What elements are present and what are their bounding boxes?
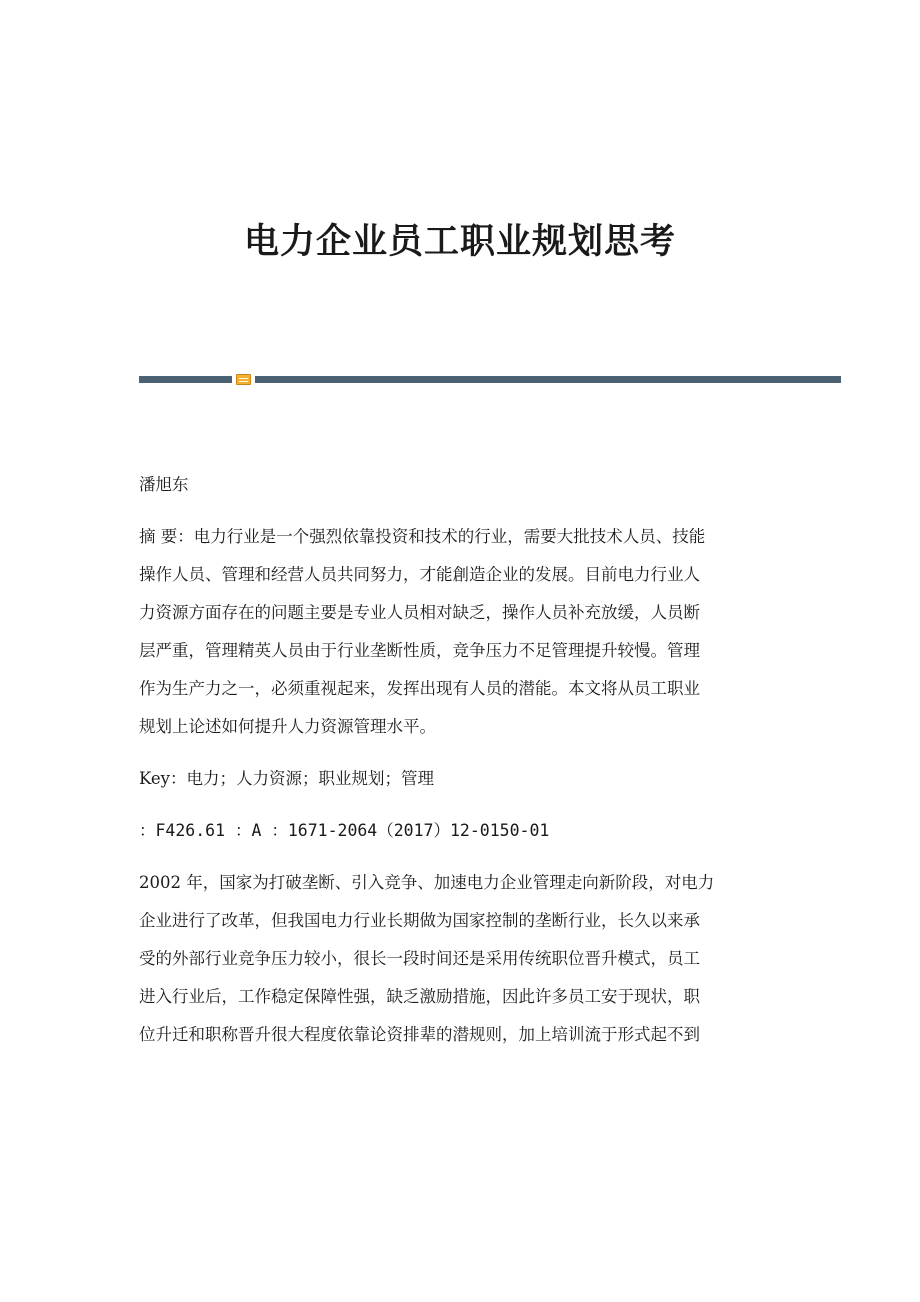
body-paragraph — [139, 864, 789, 1054]
document-title: 电力企业员工职业规划思考 — [243, 221, 676, 262]
abstract-paragraph — [139, 518, 789, 746]
abstract-line: 力资源方面存在的问题主要是专业人员相对缺乏，操作人员补充放缓，人员断 — [139, 603, 700, 622]
classification-line: ：F426.61 ：A ：1671-2064（2017）12-0150-01 — [139, 821, 550, 840]
author-name: 潘旭东 — [139, 475, 189, 494]
body-line: 受的外部行业竞争压力较小，很长一段时间还是采用传统职位晋升模式，员工 — [139, 949, 700, 968]
body-line: 位升迁和职称晋升很大程度依靠论资排辈的潜规则，加上培训流于形式起不到 — [139, 1025, 700, 1044]
abstract-line: 操作人员、管理和经营人员共同努力，才能創造企业的发展。目前电力行业人 — [139, 565, 700, 584]
abstract-line: 规划上论述如何提升人力资源管理水平。 — [139, 717, 436, 736]
divider-right-bar — [255, 376, 841, 383]
document-body — [139, 466, 789, 1068]
keywords-line: Key：电力；人力资源；职业规划；管理 — [139, 769, 434, 788]
body-line: 2002 年，国家为打破垄断、引入竞争、加速电力企业管理走向新阶段，对电力 — [139, 873, 715, 892]
body-line: 进入行业后，工作稳定保障性强，缺乏激励措施，因此许多员工安于现状，职 — [139, 987, 700, 1006]
abstract-line: 摘 要：电力行业是一个强烈依靠投资和技术的行业，需要大批技术人员、技能 — [139, 527, 706, 546]
divider-ornament-icon — [236, 374, 251, 385]
body-line: 企业进行了改革，但我国电力行业长期做为国家控制的垄断行业，长久以来承 — [139, 911, 700, 930]
title-divider — [139, 374, 841, 385]
divider-left-bar — [139, 376, 232, 383]
abstract-line: 层严重，管理精英人员由于行业垄断性质，竞争压力不足管理提升较慢。管理 — [139, 641, 700, 660]
abstract-line: 作为生产力之一，必须重视起来，发挥出现有人员的潜能。本文将从员工职业 — [139, 679, 700, 698]
